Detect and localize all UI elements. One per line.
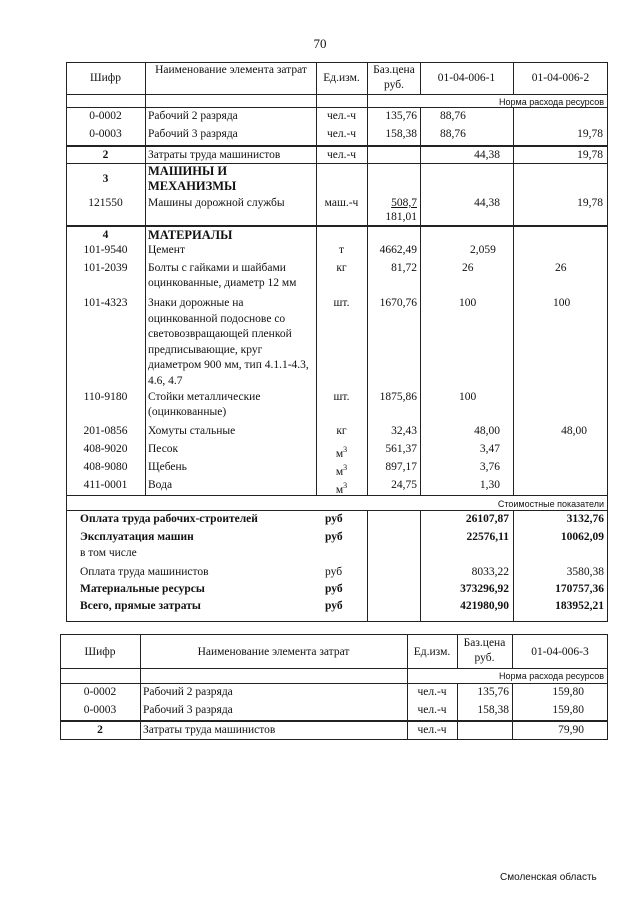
cell-unit: чел.-ч: [326, 128, 357, 140]
cost-unit: руб: [325, 513, 343, 525]
rule: [145, 62, 146, 495]
cell-price: 158,38: [477, 704, 509, 716]
cost-caption: Стоимостные показатели: [497, 499, 604, 509]
rule: [367, 510, 368, 622]
cell-unit: шт.: [333, 391, 350, 403]
cell-value-1: 26: [462, 262, 474, 274]
cost-value-1: 26107,87: [465, 513, 509, 525]
cell-value-2: 26: [555, 262, 567, 274]
header-code: Шифр: [84, 646, 116, 658]
cell-name: Машины дорожной службы: [148, 197, 285, 209]
cell-value-1: 48,00: [474, 425, 500, 437]
header-price: Баз.цена руб.: [373, 64, 415, 91]
cell-code: 3: [102, 173, 109, 185]
rule: [66, 225, 608, 227]
cell-code: 101-9540: [83, 244, 128, 256]
cell-value-3: 79,90: [558, 724, 584, 736]
cell-price: 508,7: [391, 197, 417, 209]
cell-code: 101-2039: [83, 262, 128, 274]
cell-unit: чел.-ч: [417, 686, 447, 698]
cell-name: Знаки дорожные на оцинкованной подосновe со световозвращающей пленкой предписывающие, круг диаметром 900 мм, тип 4.1.1-4.3, 4.6, 4.7: [148, 297, 309, 387]
rule: [457, 634, 458, 668]
cell-value-3: 159,80: [552, 686, 584, 698]
cell-value-2: 19,78: [577, 128, 603, 140]
cell-name: Цемент: [148, 244, 185, 256]
header-norm-2: 01-04-006-2: [531, 72, 590, 84]
cell-name: Затраты труда машинистов: [148, 149, 281, 161]
norm-caption: Норма расхода ресурсов: [499, 671, 604, 681]
cell-name: Щебень: [148, 461, 187, 473]
section-title: МАШИНЫ И МЕХАНИЗМЫ: [148, 164, 237, 193]
cell-value-1: 3,47: [479, 443, 500, 455]
cell-code: 411-0001: [83, 479, 128, 491]
header-name: Наименование элемента затрат: [197, 646, 350, 658]
rule: [60, 720, 608, 722]
header-norm-1: 01-04-006-1: [437, 72, 496, 84]
cost-value-2: 170757,36: [555, 583, 604, 595]
cell-name: Рабочий 2 разряда: [148, 110, 238, 122]
cell-price: 135,76: [385, 110, 417, 122]
cell-name: Затраты труда машинистов: [143, 724, 276, 736]
cell-price: 81,72: [391, 262, 417, 274]
cell-value-1: 44,38: [474, 197, 500, 209]
cost-name: Всего, прямые затраты: [80, 600, 201, 612]
section-title: МАТЕРИАЛЫ: [148, 228, 233, 242]
cell-code: 2: [97, 724, 103, 736]
cell-price: 561,37: [385, 443, 417, 455]
cell-value-1: 100: [459, 297, 477, 309]
cell-code: 110-9180: [83, 391, 128, 403]
cell-value-1: 100: [459, 391, 477, 403]
page-number: 70: [313, 36, 327, 51]
cell-code: 0-0003: [89, 128, 122, 140]
cell-price: 32,43: [391, 425, 417, 437]
cell-code: 0-0003: [83, 704, 117, 716]
header-unit: Ед.изм.: [413, 646, 451, 658]
cost-value-1: 373296,92: [460, 583, 509, 595]
cell-unit: $м^3$: [335, 463, 348, 478]
cost-name: Эксплуатация машин: [80, 531, 194, 543]
cell-price: 4662,49: [379, 244, 417, 256]
cell-value-2: 48,00: [561, 425, 587, 437]
cost-name: Оплата труда рабочих-строителей: [80, 513, 258, 525]
header-name: Наименование элемента затрат: [155, 64, 307, 76]
cell-value-1: 2,059: [470, 244, 496, 256]
cell-price: 135,76: [477, 686, 509, 698]
norm-caption: Норма расхода ресурсов: [499, 97, 604, 107]
cost-value-1: 22576,11: [466, 531, 509, 543]
cell-price: 158,38: [385, 128, 417, 140]
cost-value-2: 3580,38: [566, 566, 604, 578]
cell-price: 24,75: [391, 479, 417, 491]
cell-value-1: 88,76: [440, 128, 466, 140]
cell-code: 0-0002: [83, 686, 117, 698]
footer-region: Смоленская область: [500, 872, 597, 883]
header-code: Шифр: [90, 72, 121, 84]
cell-value-1: 88,76: [440, 110, 466, 122]
cell-price: 897,17: [385, 461, 417, 473]
cell-unit: т: [338, 244, 345, 256]
cell-unit: чел.-ч: [326, 110, 357, 122]
cost-unit: руб: [325, 531, 343, 543]
cost-unit: руб: [325, 583, 343, 595]
cost-value-1: 421980,90: [460, 600, 509, 612]
header-price: Баз.цена руб.: [463, 637, 506, 664]
cell-name: Хомуты стальные: [148, 425, 236, 437]
cell-value-1: 1,30: [479, 479, 500, 491]
cell-price: 1670,76: [379, 297, 417, 309]
cell-name: Рабочий 3 разряда: [143, 704, 233, 716]
cost-subcaption: в том числе: [80, 547, 137, 559]
cell-value-2: 19,78: [577, 197, 603, 209]
cell-price: 1875,86: [379, 391, 417, 403]
cell-name: Песок: [148, 443, 179, 455]
cell-unit: кг: [336, 262, 347, 274]
cost-value-1: 8033,22: [471, 566, 509, 578]
cell-name: Болты с гайками и шайбами оцинкованные, диаметр 12 мм: [148, 262, 297, 289]
cell-unit: маш.-ч: [324, 197, 359, 209]
cell-unit: чел.-ч: [417, 724, 447, 736]
header-unit: Ед.изм.: [323, 72, 360, 84]
cell-unit: чел.-ч: [417, 704, 447, 716]
cell-value-1: 3,76: [479, 461, 500, 473]
cell-unit: $м^3$: [335, 445, 348, 460]
cell-price-2: 181,01: [385, 211, 417, 223]
header-norm-3: 01-04-006-3: [531, 646, 589, 658]
cell-unit: чел.-ч: [326, 149, 357, 161]
cell-code: 0-0002: [89, 110, 122, 122]
rule: [66, 145, 608, 147]
cell-code: 408-9020: [83, 443, 128, 455]
cell-code: 408-9080: [83, 461, 128, 473]
cell-value-1: 44,38: [474, 149, 500, 161]
cell-code: 201-0856: [83, 425, 128, 437]
cost-value-2: 183952,21: [555, 600, 604, 612]
cell-value-3: 159,80: [552, 704, 584, 716]
cell-code: 121550: [88, 197, 123, 209]
cost-unit: руб: [325, 566, 343, 578]
cost-name: Материальные ресурсы: [80, 583, 205, 595]
cost-value-2: 10062,09: [560, 531, 604, 543]
cost-value-2: 3132,76: [566, 513, 604, 525]
cell-name: Стойки металлические (оцинкованные): [148, 391, 261, 418]
cell-value-2: 100: [553, 297, 571, 309]
cell-unit: кг: [336, 425, 347, 437]
cell-name: Рабочий 3 разряда: [148, 128, 238, 140]
cell-unit: шт.: [333, 297, 350, 309]
cell-code: 2: [102, 149, 109, 161]
cost-name: Оплата труда машинистов: [80, 566, 209, 578]
cell-unit: $м^3$: [335, 481, 348, 496]
cell-code: 4: [102, 229, 109, 241]
cost-unit: руб: [325, 600, 343, 612]
cell-name: Вода: [148, 479, 173, 491]
cell-code: 101-4323: [83, 297, 128, 309]
cell-value-2: 19,78: [577, 149, 603, 161]
cell-name: Рабочий 2 разряда: [143, 686, 233, 698]
